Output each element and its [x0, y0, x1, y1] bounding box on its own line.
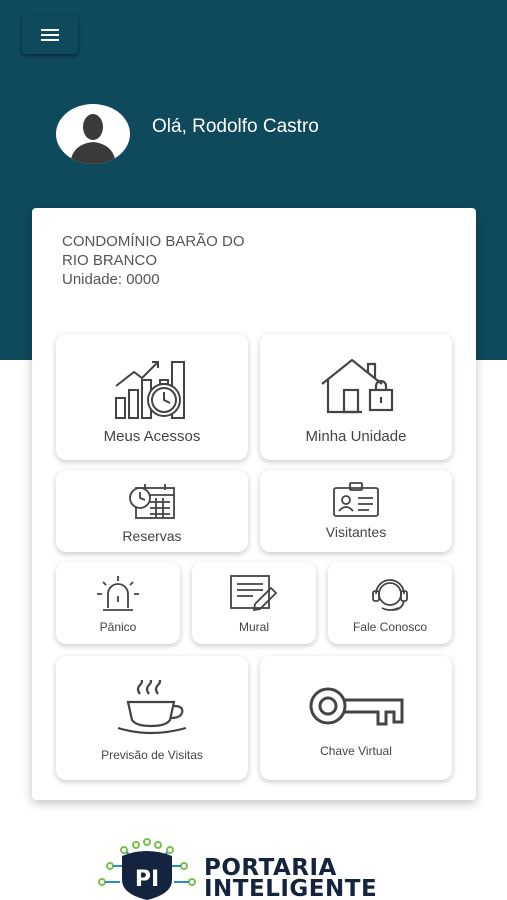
previsao-visitas-label: Previsão de Visitas	[101, 748, 203, 762]
logo-badge-text: PI	[134, 867, 160, 892]
reservas-label: Reservas	[122, 528, 182, 544]
notice-board-icon	[229, 574, 279, 614]
visitantes-button[interactable]	[260, 470, 452, 552]
avatar[interactable]	[56, 104, 130, 164]
minha-unidade-button[interactable]	[260, 334, 452, 460]
meus-acessos-button[interactable]	[56, 334, 248, 460]
hamburger-icon	[41, 29, 59, 41]
key-icon	[306, 684, 406, 730]
meus-acessos-label: Meus Acessos	[103, 428, 201, 445]
house-lock-icon	[318, 356, 394, 418]
mural-label: Mural	[238, 620, 269, 634]
previsao-visitas-button[interactable]	[56, 656, 248, 780]
reservas-button[interactable]	[56, 470, 248, 552]
condominium-name-line1: CONDOMÍNIO BARÃO DO	[62, 233, 245, 250]
headset-icon	[368, 574, 412, 614]
panico-label: Pânico	[99, 620, 137, 634]
fale-conosco-label: Fale Conosco	[352, 620, 428, 634]
alarm-light-icon	[95, 574, 141, 614]
coffee-cup-icon	[114, 680, 190, 736]
greeting-text: Olá, Rodolfo Castro	[152, 116, 319, 137]
calendar-clock-icon	[128, 482, 176, 520]
panico-button[interactable]	[56, 562, 180, 644]
condominium-info	[62, 232, 245, 289]
id-badge-icon	[332, 482, 380, 518]
logo-line2: INTELIGENTE	[204, 876, 378, 900]
chart-clock-icon	[112, 356, 192, 420]
mural-button[interactable]	[192, 562, 316, 644]
chave-virtual-label: Chave Virtual	[320, 744, 392, 758]
circuit-shield-icon	[92, 836, 202, 900]
minha-unidade-label: Minha Unidade	[305, 428, 407, 445]
portaria-inteligente-logo	[92, 836, 422, 900]
logo-text	[204, 855, 378, 900]
unit-number: Unidade: 0000	[62, 271, 160, 288]
logo-line1: PORTARIA	[204, 855, 337, 881]
user-silhouette-icon	[56, 104, 130, 164]
condominium-name-line2: RIO BRANCO	[62, 252, 158, 269]
menu-button[interactable]	[22, 16, 78, 54]
fale-conosco-button[interactable]	[328, 562, 452, 644]
visitantes-label: Visitantes	[325, 524, 387, 540]
chave-virtual-button[interactable]	[260, 656, 452, 780]
main-card	[32, 208, 476, 800]
